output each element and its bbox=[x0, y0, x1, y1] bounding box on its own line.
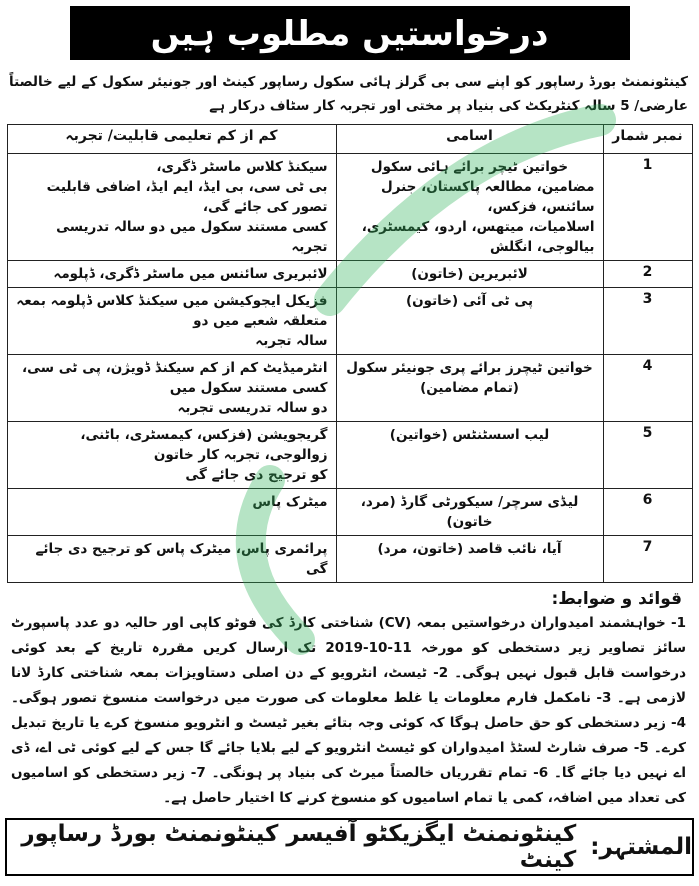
row-post bbox=[336, 355, 603, 422]
qualification-line: لائبریری سائنس میں ماسٹر ڈگری، ڈپلومہ bbox=[53, 266, 328, 282]
post-line: لیڈی سرچر/ سیکورٹی گارڈ (مرد، خاتون) bbox=[360, 494, 579, 530]
table-row bbox=[7, 422, 692, 489]
qualification-line: پرائمری پاس، میٹرک پاس کو ترجیح دی جائے گی bbox=[35, 541, 328, 577]
header-post: اسامی bbox=[336, 125, 603, 154]
qualification-line: دو سالہ تدریسی تجربہ bbox=[177, 400, 328, 416]
table-row bbox=[7, 489, 692, 536]
post-line: اسلامیات، میتھس، اردو، کیمسٹری، بیالوجی، انگلش bbox=[361, 219, 595, 255]
post-line: آیا، نائب قاصد (خاتون، مرد) bbox=[377, 541, 562, 557]
qualification-line: انٹرمیڈیٹ کم از کم سیکنڈ ڈویژن، پی ٹی سی، کسی مستند سکول میں bbox=[22, 360, 328, 396]
table-row bbox=[7, 355, 692, 422]
row-serial: 4 bbox=[603, 355, 692, 422]
row-qualification bbox=[7, 422, 336, 489]
row-serial: 5 bbox=[603, 422, 692, 489]
row-qualification bbox=[7, 355, 336, 422]
post-line: لائبریرین (خاتون) bbox=[411, 266, 528, 282]
qualification-line: سالہ تجربہ bbox=[255, 333, 328, 349]
qualification-line: بی ٹی سی، بی ایڈ، ایم ایڈ، اضافی قابلیت تصور کی جائے گی، bbox=[46, 179, 328, 215]
qualification-line: کو ترجیح دی جائے گی bbox=[185, 467, 328, 483]
ad-title: درخواستیں مطلوب ہیں bbox=[150, 13, 549, 54]
table-row bbox=[7, 154, 692, 261]
row-post bbox=[336, 261, 603, 288]
rules-heading: قوائد و ضوابط: bbox=[551, 589, 682, 609]
row-qualification bbox=[7, 154, 336, 261]
qualification-line: میٹرک پاس bbox=[252, 494, 328, 510]
advertiser-label: المشتہر: bbox=[590, 834, 692, 860]
post-line: لیب اسسٹنٹس (خواتین) bbox=[389, 427, 550, 443]
row-serial: 3 bbox=[603, 288, 692, 355]
advertiser-name: کینٹونمنٹ ایگزیکٹو آفیسر کینٹونمنٹ بورڈ رساپور کینٹ bbox=[21, 821, 577, 873]
row-serial: 6 bbox=[603, 489, 692, 536]
post-line: پی ٹی آئی (خاتون) bbox=[405, 293, 534, 309]
row-qualification bbox=[7, 536, 336, 583]
header-serial: نمبر شمار bbox=[603, 125, 692, 154]
table-body bbox=[7, 154, 692, 583]
vacancies-table bbox=[7, 124, 693, 583]
row-serial: 2 bbox=[603, 261, 692, 288]
post-line: مضامین، مطالعہ پاکستان، جنرل سائنس، فزکس، bbox=[381, 179, 595, 215]
table-header-row bbox=[7, 125, 692, 154]
advertiser-footer bbox=[5, 818, 694, 876]
intro-paragraph: کینٹونمنٹ بورڈ رساپور کو اپنے سی بی گرلز ہائی سکول رساپور کینٹ اور جونیئر سکول کے لیے خالصتاً عارضی/ 5 سالہ کنٹریکٹ کی بنیاد پر مختی اور تجربہ کار سٹاف درکار ہے bbox=[9, 74, 688, 114]
row-qualification bbox=[7, 489, 336, 536]
row-serial: 7 bbox=[603, 536, 692, 583]
row-qualification bbox=[7, 261, 336, 288]
qualification-line: گریجویشن (فزکس، کیمسٹری، باٹنی، زوالوجی، تجربہ کار خاتون bbox=[80, 427, 328, 463]
post-line: خواتین ٹیچرز برائے پری جونیئر سکول (تمام مضامین) bbox=[346, 360, 593, 396]
ad-title-banner bbox=[70, 6, 630, 60]
table-row bbox=[7, 288, 692, 355]
row-post bbox=[336, 154, 603, 261]
qualification-line: فزیکل ایجوکیشن میں سیکنڈ کلاس ڈپلومہ بمعہ متعلقہ شعبے میں دو bbox=[16, 293, 328, 329]
qualification-line: کسی مستند سکول میں دو سالہ تدریسی تجربہ bbox=[56, 219, 328, 255]
rules-paragraph: 1- خواہشمند امیدواران درخواستیں بمعہ (CV) شناختی کارڈ کی فوٹو کاپی اور حالیہ دو عدد پاسپورٹ سائز تصاویر زیر دستخطی کو مورخہ 11-10-2019 تک ارسال کریں مقررہ تاریخ کے بعد کوئی درخواست قابل قبول نہیں ہوگی۔ 2- ٹیسٹ، انٹرویو کے دن اصلی دستاویزات بمعہ شناختی کارڈ لانا لازمی ہے۔ 3- نامکمل فارم معلومات یا غلط معلومات کی صورت میں درخواست منسوخ تصور ہوگی۔ 4- زیر دستخطی کو حق حاصل ہوگا کہ کوئی وجہ بتائے بغیر ٹیسٹ و انٹرویو منسوخ کرے یا تاریخ تبدیل کرے۔ 5- صرف شارٹ لسٹڈ امیدواران کو ٹیسٹ انٹرویو کے لیے بلایا جائے گا جس کے لیے کوئی ٹی اے، ڈی اے نہیں دیا جائے گا۔ 6- تمام تقرریاں خالصتاً میرٹ کی بنیاد پر ہونگی۔ 7- زیر دستخطی کو اسامیوں کی تعداد میں اضافہ، کمی یا تمام اسامیوں کو منسوخ کرنے کا اختیار حاصل ہے۔ bbox=[11, 615, 687, 806]
row-post bbox=[336, 422, 603, 489]
row-post bbox=[336, 489, 603, 536]
row-serial: 1 bbox=[603, 154, 692, 261]
header-qualification: کم از کم تعلیمی قابلیت/ تجربہ bbox=[7, 125, 336, 154]
row-post bbox=[336, 288, 603, 355]
post-line: خواتین ٹیچر برائے ہائی سکول bbox=[370, 159, 569, 175]
table-row bbox=[7, 536, 692, 583]
qualification-line: سیکنڈ کلاس ماسٹر ڈگری، bbox=[156, 159, 328, 175]
table-row bbox=[7, 261, 692, 288]
row-post bbox=[336, 536, 603, 583]
row-qualification bbox=[7, 288, 336, 355]
